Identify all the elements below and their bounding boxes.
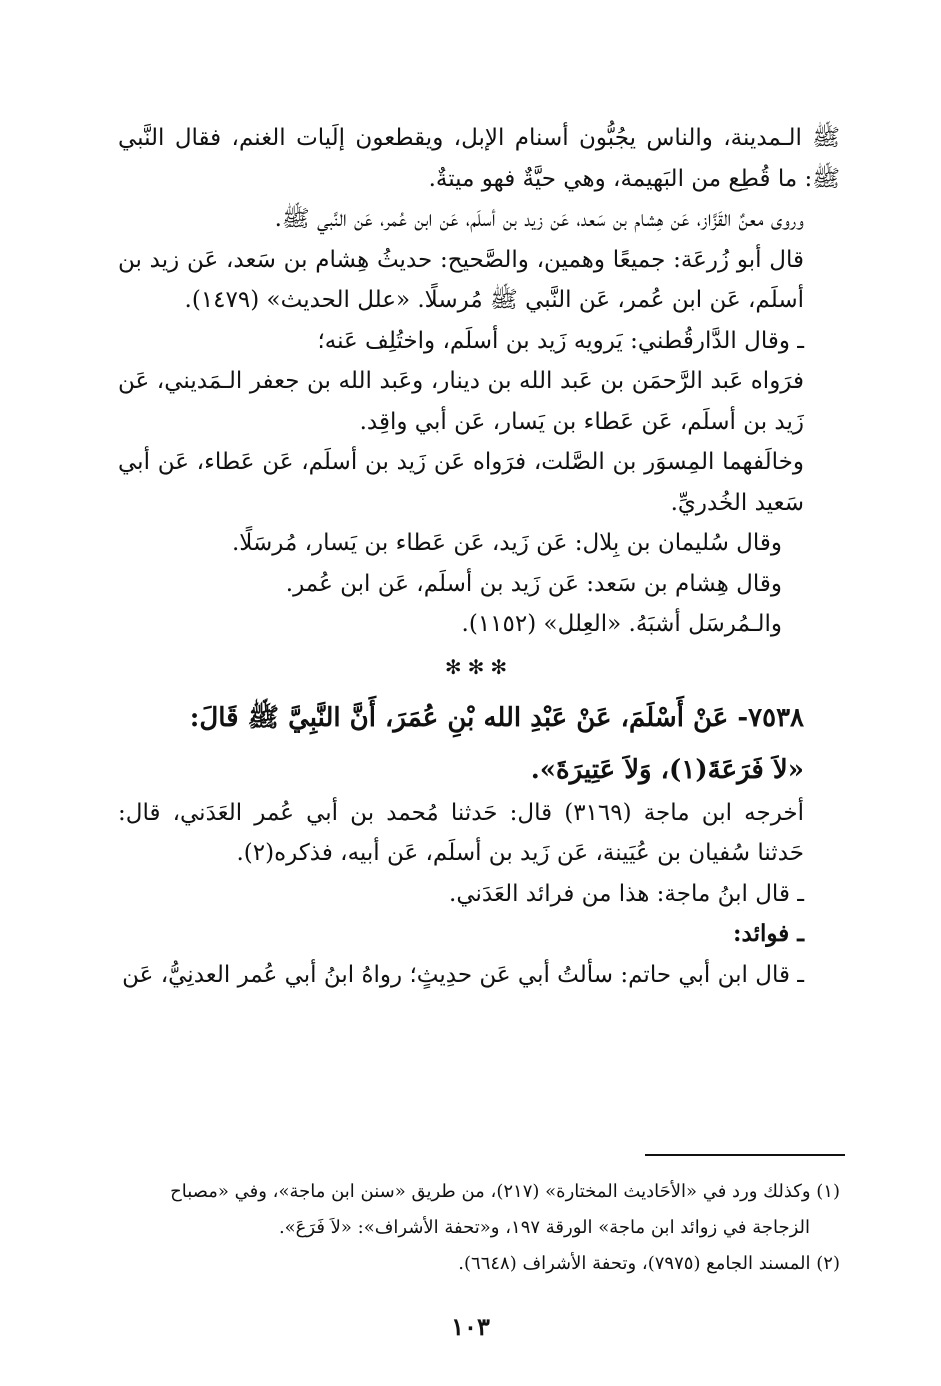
hadith-line bbox=[118, 695, 840, 741]
footnote-divider bbox=[645, 1154, 845, 1156]
paragraph: أخرجه ابن ماجة (٣١٦٩) قال: حَدثنا مُحمد بن أبي عُمر العَدَني، قال: حَدثنا سُفيان بن عُيَينة، عَن زَيد بن أسلَم، عَن أبيه، فذكره(٢). bbox=[118, 799, 804, 866]
page-number: ١٠٣ bbox=[451, 1312, 490, 1341]
paragraph: والـمُرسَل أشبَهُ. «العِلل» (١١٥٢). bbox=[461, 611, 782, 637]
section-separator: ✻✻✻ bbox=[444, 654, 514, 679]
paragraph: وخالَفهما المِسوَر بن الصَّلت، فرَواه عَن زَيد بن أسلَم، عَن عَطاء، عَن أبي سَعيد الخُدريِّ. bbox=[118, 449, 804, 516]
footnote-1-continued: الزجاجة في زوائد ابن ماجة» الورقة ١٩٧، و«تحفة الأشراف»: «لاَ فَرَعَ». bbox=[278, 1217, 810, 1238]
footnotes bbox=[118, 1174, 840, 1282]
paragraph: ـ قال ابن أبي حاتم: سألتُ أبي عَن حدِيثٍ؛ رواهُ ابنُ أبي عُمر العدنِيُّ، عَن bbox=[122, 961, 804, 988]
paragraph: ـ قال ابنُ ماجة: هذا من فرائد العَدَني. bbox=[449, 880, 804, 907]
paragraph: وروى معنٌ القَزَّاز، عَن هِشام بن سَعد، عَن زيد بن أسلَم، عَن ابن عُمر، عَن النَّبي ﷺ. bbox=[274, 206, 804, 232]
footnote-1: (١) وكذلك ورد في «الأحَاديث المختارة» (٢١٧)، من طريق «سنن ابن ماجة»، وفي «مصباح bbox=[170, 1181, 840, 1202]
hadith-number: ٧٥٣٨- bbox=[737, 702, 804, 733]
paragraph: ـ وقال الدَّارقُطني: يَرويه زَيد بن أسلَم، واختُلِف عَنه؛ bbox=[317, 327, 804, 354]
section-heading: ـ فوائد: bbox=[733, 920, 804, 947]
main-text bbox=[118, 118, 840, 995]
paragraph: وقال هِشام بن سَعد: عَن زَيد بن أسلَم، عَن ابن عُمر. bbox=[285, 570, 782, 597]
hadith-text: عَنْ أَسْلَمَ، عَنْ عَبْدِ الله بْنِ عُمَرَ، أَنَّ النَّبِيَّ ﷺ قَالَ: bbox=[189, 702, 729, 733]
paragraph: قال أبو زُرعَة: جميعًا وهمين، والصَّحيح: حديثُ هِشام بن سَعد، عَن زيد بن أسلَم، عَن ابن عُمر، عَن النَّبي ﷺ مُرسلًا. «علل الحديث» (١٤٧٩). bbox=[118, 246, 804, 313]
paragraph: فرَواه عَبد الرَّحمَن بن عَبد الله بن دينار، وعَبد الله بن جعفر الـمَديني، عَن زَيد بن أسلَم، عَن عَطاء بن يَسار، عَن أبي واقِد. bbox=[118, 368, 804, 435]
paragraph: ﷺ الـمدينة، والناس يجُبُّون أسنام الإبل، ويقطعون إلَيات الغنم، فقال النَّبي ﷺ: ما قُطِع من البَهيمة، وهي حيَّةٌ فهو ميتةٌ. bbox=[118, 125, 840, 192]
paragraph: وقال سُليمان بن بِلال: عَن زَيد، عَن عَطاء بن يَسار، مُرسَلًا. bbox=[231, 530, 782, 556]
hadith-text-2: «لاَ فَرَعَةَ(١)، وَلاَ عَتِيرَةَ». bbox=[530, 754, 804, 785]
footnote-2: (٢) المسند الجامع (٧٩٧٥)، وتحفة الأشراف (٦٦٤٨). bbox=[458, 1253, 840, 1274]
